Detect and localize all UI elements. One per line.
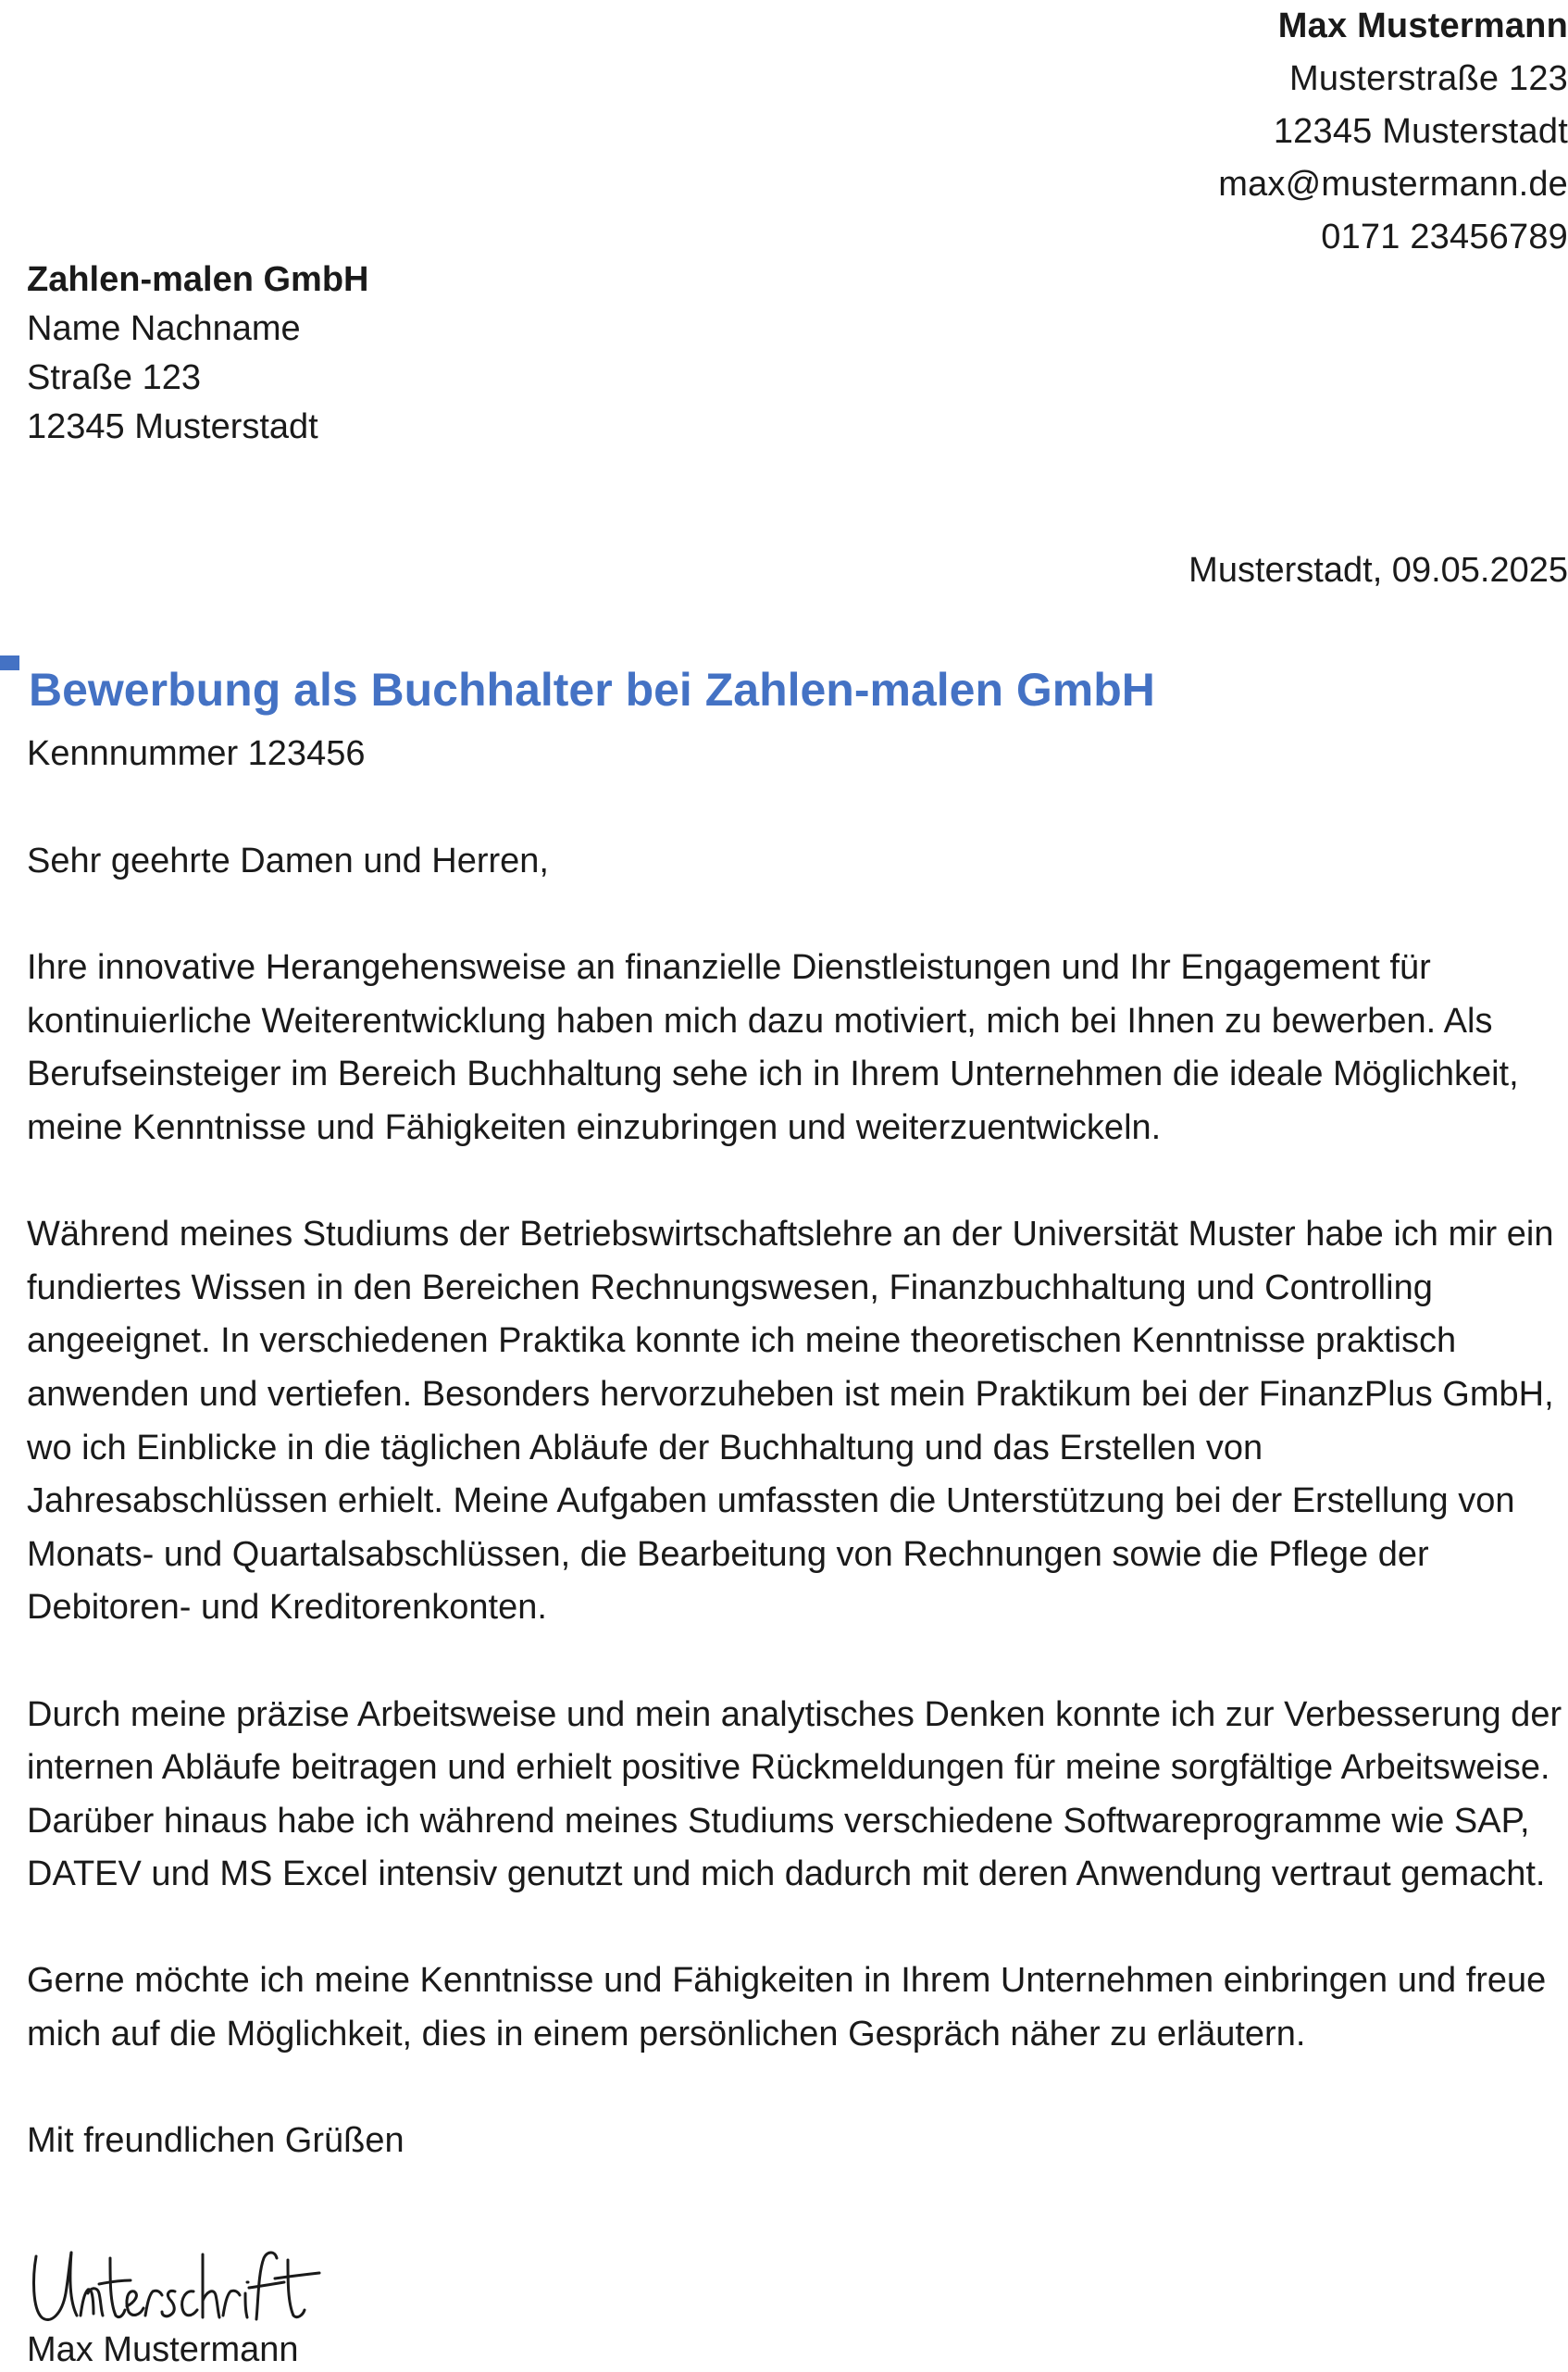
- sender-block: [828, 0, 1568, 264]
- reference-number: Kennnummer 123456: [27, 734, 366, 773]
- closing-phrase: Mit freundlichen Grüßen: [27, 2121, 404, 2161]
- subject-heading: Bewerbung als Buchhalter bei Zahlen-malen GmbH: [29, 664, 1155, 716]
- signature-name: Max Mustermann: [27, 2330, 299, 2369]
- sender-street: Musterstraße 123: [1289, 59, 1568, 98]
- body-paragraph: Ihre innovative Herangehensweise an finanzielle Dienstleistungen und Ihr Engagement für kontinuierliche Weiterentwicklung haben mich dazu motiviert, mich bei Ihnen zu bewerben. Als Berufseinsteiger im Bereich Buchhaltung sehe ich in Ihrem Unternehmen die ideale Möglichkeit, meine Kenntnisse und Fähigkeiten einzubringen und weiterzuentwickeln.: [27, 948, 1519, 1147]
- body-paragraph: Durch meine präzise Arbeitsweise und mein analytisches Denken konnte ich zur Verbesserung der internen Abläufe beitragen und erhielt positive Rückmeldungen für meine sorgfältige Arbeitsweise. Darüber hinaus habe ich während meines Studiums verschiedene Softwareprogramme wie SAP, DATEV und MS Excel intensiv genutzt und mich dadurch mit deren Anwendung vertraut gemacht.: [27, 1694, 1562, 1894]
- salutation: Sehr geehrte Damen und Herren,: [27, 842, 549, 880]
- body-paragraph: Während meines Studiums der Betriebswirtschaftslehre an der Universität Muster habe ich mir ein fundiertes Wissen in den Bereichen Rechnungswesen, Finanzbuchhaltung und Controlling angeeignet. In verschiedenen Praktika konnte ich meine theoretischen Kenntnisse praktisch anwenden und vertiefen. Besonders hervorzuheben ist mein Praktikum bei der FinanzPlus GmbH, wo ich Einblicke in die täglichen Abläufe der Buchhaltung und das Erstellen von Jahresabschlüssen erhielt. Meine Aufgaben umfassten die Unterstützung bei der Erstellung von Monats- und Quartalsabschlüssen, die Bearbeitung von Rechnungen sowie die Pflege der Debitoren- und Kreditorenkonten.: [27, 1215, 1554, 1628]
- sender-name: Max Mustermann: [1277, 6, 1568, 45]
- recipient-city: 12345 Musterstadt: [27, 407, 318, 446]
- recipient-contact: Name Nachname: [27, 309, 301, 348]
- sender-phone: 0171 23456789: [1321, 218, 1568, 256]
- recipient-company: Zahlen-malen GmbH: [27, 260, 369, 299]
- heading-marker-icon: [0, 655, 19, 670]
- recipient-block: [27, 256, 860, 452]
- letter-date: Musterstadt, 09.05.2025: [1188, 551, 1568, 590]
- recipient-street: Straße 123: [27, 358, 201, 397]
- sender-city: 12345 Musterstadt: [1273, 112, 1568, 151]
- sender-email: max@mustermann.de: [1218, 165, 1568, 204]
- letter-body: [27, 835, 1563, 2221]
- handwritten-signature: [31, 2236, 327, 2328]
- body-paragraph: Gerne möchte ich meine Kenntnisse und Fähigkeiten in Ihrem Unternehmen einbringen und freue mich auf die Möglichkeit, dies in einem persönlichen Gespräch näher zu erläutern.: [27, 1961, 1547, 2054]
